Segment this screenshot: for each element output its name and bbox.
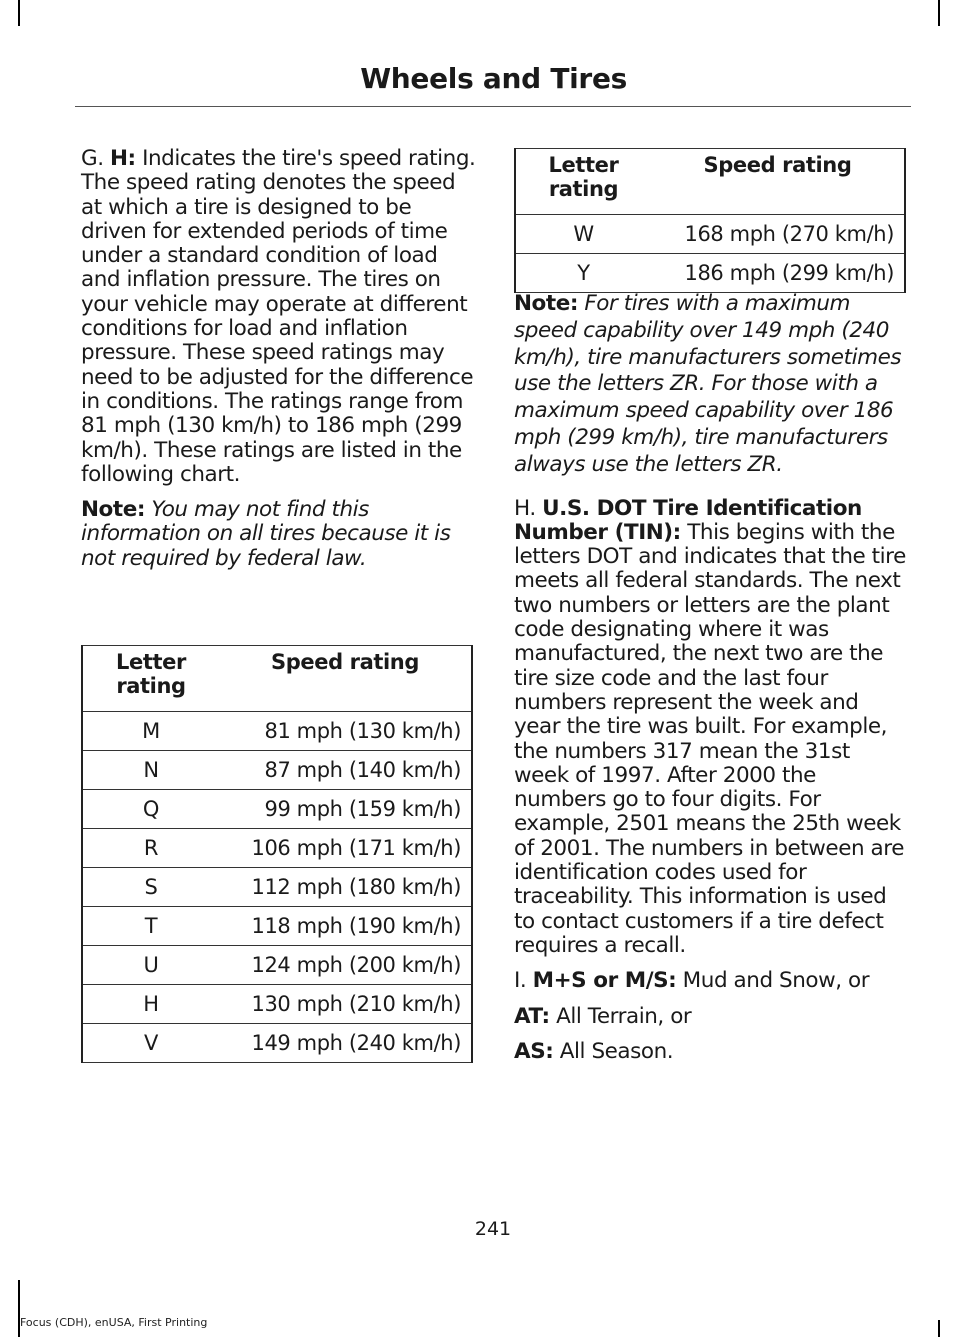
table-row bbox=[82, 946, 472, 985]
paragraph-g bbox=[81, 147, 477, 487]
letter-cell: N bbox=[82, 751, 219, 790]
letter-cell: W bbox=[515, 215, 651, 254]
table-row bbox=[515, 254, 905, 293]
note-left bbox=[81, 498, 477, 571]
letter-cell: M bbox=[82, 712, 219, 751]
note-right bbox=[514, 291, 910, 479]
speed-cell: 118 mph (190 km/h) bbox=[219, 907, 472, 946]
table-row bbox=[82, 1024, 472, 1063]
left-column bbox=[81, 147, 477, 571]
paragraph-h-body: This begins with the letters DOT and indicates that the tire meets all federal standards. The next two numbers or letters are the plant code designating where it was manufactured, the next two are the tire size code and the last four numbers represent the week and year the tire was built. For example, the numbers 317 mean the 31st week of 1997. After 2000 the numbers go to four digits. For example, 2501 means the 25th week of 2001. The numbers in between are identification codes used for traceability. This information is used to contact customers if a tire defect requires a recall. bbox=[514, 519, 906, 958]
letter-cell: S bbox=[82, 868, 219, 907]
column-header-letter-rating: Letter rating bbox=[82, 646, 219, 712]
note-left-label: Note: bbox=[81, 497, 145, 523]
letter-cell: H bbox=[82, 985, 219, 1024]
paragraph-h bbox=[514, 497, 910, 959]
paragraph-g-body: Indicates the tire's speed rating. The speed rating denotes the speed at which a tire is designed to be driven for extended periods of time under a standard condition of load and inflation pressure. The tires on your vehicle may operate at different conditions for load and inflation pressure. These speed ratings may need to be adjusted for the difference in conditions. The ratings range from 81 mph (130 km/h) to 186 mph (299 km/h). These ratings are listed in the following chart. bbox=[81, 146, 476, 487]
paragraph-at bbox=[514, 1005, 910, 1029]
letter-cell: Q bbox=[82, 790, 219, 829]
crop-mark-top-left bbox=[18, 0, 20, 26]
letter-cell: R bbox=[82, 829, 219, 868]
column-header-speed-rating: Speed rating bbox=[651, 149, 905, 215]
note-left-body: You may not find this information on all tires because it is not required by federal law. bbox=[81, 497, 451, 571]
column-header-speed-rating: Speed rating bbox=[219, 646, 472, 712]
note-right-label: Note: bbox=[514, 291, 578, 316]
speed-cell: 124 mph (200 km/h) bbox=[219, 946, 472, 985]
footer-text: Focus (CDH), enUSA, First Printing bbox=[20, 1316, 208, 1329]
at-label: AT: bbox=[514, 1003, 550, 1029]
paragraph-h-prefix: H. bbox=[514, 495, 536, 521]
paragraph-i-prefix: I. bbox=[514, 968, 527, 994]
speed-cell: 87 mph (140 km/h) bbox=[219, 751, 472, 790]
table-row bbox=[82, 790, 472, 829]
table-row bbox=[82, 985, 472, 1024]
speed-cell: 106 mph (171 km/h) bbox=[219, 829, 472, 868]
speed-cell: 149 mph (240 km/h) bbox=[219, 1024, 472, 1063]
paragraph-i bbox=[514, 969, 910, 993]
page-title: Wheels and Tires bbox=[360, 62, 627, 95]
speed-rating-table-continued bbox=[514, 148, 906, 293]
column-header-letter-rating: Letter rating bbox=[515, 149, 651, 215]
letter-cell: Y bbox=[515, 254, 651, 293]
table-header-row bbox=[515, 149, 905, 215]
crop-mark-bottom-right bbox=[938, 1320, 940, 1337]
as-body: All Season. bbox=[553, 1038, 674, 1064]
table-row bbox=[82, 907, 472, 946]
table-row bbox=[515, 215, 905, 254]
speed-cell: 112 mph (180 km/h) bbox=[219, 868, 472, 907]
at-body: All Terrain, or bbox=[549, 1003, 692, 1029]
speed-cell: 99 mph (159 km/h) bbox=[219, 790, 472, 829]
table-row bbox=[82, 868, 472, 907]
table-row bbox=[82, 751, 472, 790]
speed-rating-table bbox=[81, 645, 473, 1063]
speed-cell: 130 mph (210 km/h) bbox=[219, 985, 472, 1024]
paragraph-h-label: U.S. DOT Tire Identification Number (TIN): bbox=[514, 495, 862, 545]
table-header-row bbox=[82, 646, 472, 712]
crop-mark-top-right bbox=[938, 0, 940, 26]
paragraph-i-body: Mud and Snow, or bbox=[676, 968, 870, 994]
table-row bbox=[82, 829, 472, 868]
paragraph-g-label: H: bbox=[110, 146, 136, 171]
letter-cell: U bbox=[82, 946, 219, 985]
speed-cell: 186 mph (299 km/h) bbox=[651, 254, 905, 293]
page-number: 241 bbox=[474, 1218, 512, 1240]
table-row bbox=[82, 712, 472, 751]
speed-cell: 81 mph (130 km/h) bbox=[219, 712, 472, 751]
note-right-body: For tires with a maximum speed capability over 149 mph (240 km/h), tire manufacturers sometimes use the letters ZR. For those with a maximum speed capability over 186 mph (299 km/h), tire manufacturers always use the letters ZR. bbox=[514, 291, 902, 477]
letter-cell: V bbox=[82, 1024, 219, 1063]
right-column bbox=[514, 291, 910, 1064]
paragraph-as bbox=[514, 1040, 910, 1064]
header-divider bbox=[75, 106, 911, 107]
as-label: AS: bbox=[514, 1038, 554, 1064]
speed-cell: 168 mph (270 km/h) bbox=[651, 215, 905, 254]
paragraph-g-prefix: G. bbox=[81, 146, 104, 171]
letter-cell: T bbox=[82, 907, 219, 946]
paragraph-i-label: M+S or M/S: bbox=[532, 968, 677, 994]
